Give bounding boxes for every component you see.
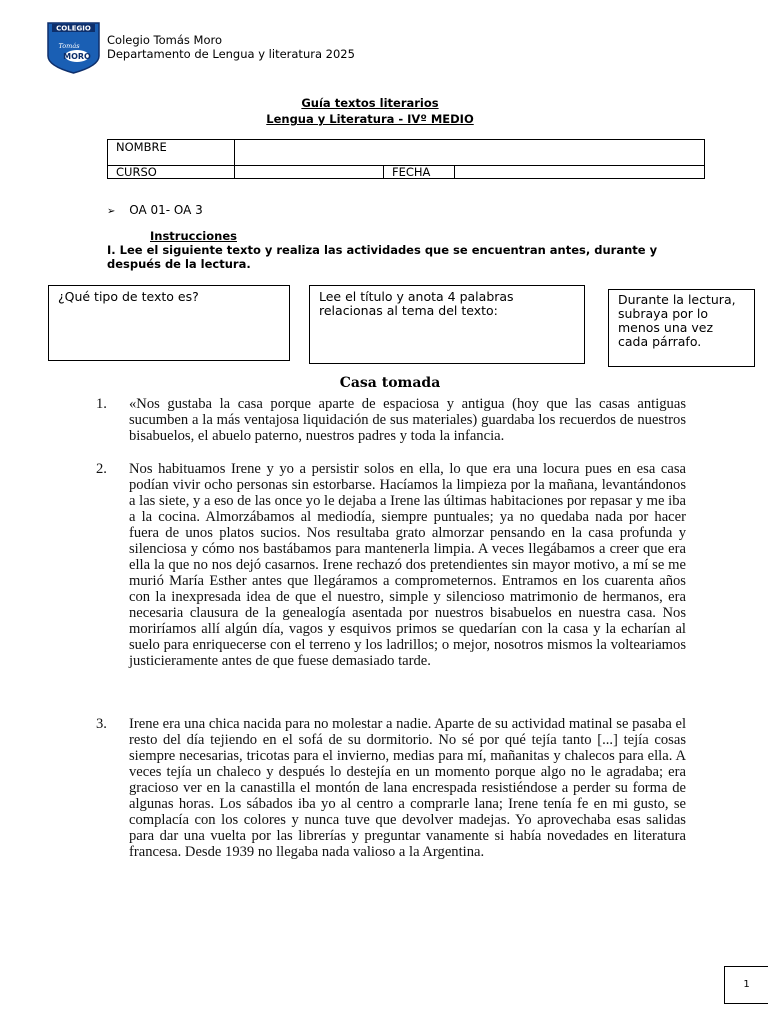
text-type-prompt: ¿Qué tipo de texto es? [58, 289, 199, 304]
title-words-prompt: Lee el título y anota 4 palabras relacionas al tema del texto: [319, 289, 514, 318]
school-name: Colegio Tomás Moro [107, 33, 222, 47]
logo-name: Tomás [58, 42, 80, 50]
paragraph-number: 3. [96, 716, 107, 732]
guide-title: Guía textos literarios [301, 96, 439, 110]
course-label: CURSO [108, 166, 235, 179]
course-field[interactable] [235, 166, 384, 179]
instructions-heading: Instrucciones [150, 229, 237, 243]
title-words-box[interactable] [309, 285, 585, 364]
objectives-text: OA 01- OA 3 [129, 203, 203, 217]
instructions-text: I. Lee el siguiente texto y realiza las actividades que se encuentran antes, durante y después de la lectura. [107, 243, 658, 271]
school-header [107, 33, 355, 61]
name-label: NOMBRE [108, 140, 235, 166]
reading-instruction-box [608, 289, 755, 367]
story-paragraph-1 [96, 396, 686, 444]
paragraph-number: 2. [96, 461, 107, 477]
date-field[interactable] [455, 166, 705, 179]
logo-sub: MORO [63, 52, 91, 61]
date-label: FECHA [384, 166, 455, 179]
story-paragraph-3 [96, 716, 686, 860]
paragraph-text: «Nos gustaba la casa porque aparte de espaciosa y antigua (hoy que las casas antiguas sucumben a la más ventajosa liquidación de sus materiales) guardaba los recuerdos de nuestros bisabuelos, el abuelo paterno, nuestros padres y toda la infancia. [129, 396, 686, 444]
reading-instruction-text: Durante la lectura, subraya por lo menos una vez cada párrafo. [618, 292, 736, 349]
paragraph-text: Nos habituamos Irene y yo a persistir solos en ella, lo que era una locura pues en esa casa podían vivir ocho personas sin estorbarse. Hacíamos la limpieza por la mañana, levantándonos a las siete, y a eso de las once yo le dejaba a Irene las últimas habitaciones por repasar y me iba a la cocina. Almorzábamos al mediodía, siempre puntuales; ya no quedaba nada por hacer fuera de unos platos sucios. Nos resultaba grato almorzar pensando en la casa profunda y silenciosa y cómo nos bastábamos para mantenerla limpia. A veces llegábamos a creer que era ella la que no nos dejó casarnos. Irene rechazó dos pretendientes sin mayor motivo, a mí se me murió María Esther antes que llegáramos a comprometernos. Entramos en los cuarenta años con la inexpresada idea de que el nuestro, simple y silencioso matrimonio de hermanos, era necesaria clausura de la genealogía asentada por nuestros bisabuelos en nuestra casa. Nos moriríamos allí algún día, vagos y esquivos primos se quedarían con la casa y la echarían al suelo para enriquecerse con el terreno y los ladrillos; o mejor, nosotros mismos la volteariamos justicieramente antes de que fuese demasiado tarde. [129, 461, 686, 669]
department-name: Departamento de Lengua y literatura 2025 [107, 47, 355, 61]
student-info-table [107, 139, 705, 179]
school-logo [47, 22, 100, 74]
course-title: Lengua y Literatura - IVº MEDIO [266, 112, 474, 126]
story-title: Casa tomada [339, 375, 441, 391]
arrow-bullet-icon: ➢ [107, 206, 116, 217]
page-number: 1 [724, 966, 768, 1004]
text-type-box[interactable] [48, 285, 290, 361]
name-field[interactable] [235, 140, 705, 166]
paragraph-text: Irene era una chica nacida para no molestar a nadie. Aparte de su actividad matinal se pasaba el resto del día tejiendo en el sofá de su dormitorio. No sé por qué tejía tanto [...] tejía cosas siempre necesarias, tricotas para el invierno, medias para mí, mañanitas y chalecos para ella. A veces tejía un chaleco y después lo destejía en un momento porque algo no le agradaba; era gracioso ver en la canastilla el montón de lana encrespada resistiéndose a perder su forma de algunas horas. Los sábados iba yo al centro a comprarle lana; Irene tenía fe en mi gusto, se complacía con los colores y nunca tuve que devolver madejas. Yo aprovechaba esas salidas para dar una vuelta por las librerías y preguntar vanamente si había novedades en literatura francesa. Desde 1939 no llegaba nada valioso a la Argentina. [129, 716, 686, 860]
story-paragraph-2 [96, 461, 686, 669]
logo-label: COLEGIO [56, 24, 91, 33]
paragraph-number: 1. [96, 396, 107, 412]
objectives [107, 203, 203, 217]
